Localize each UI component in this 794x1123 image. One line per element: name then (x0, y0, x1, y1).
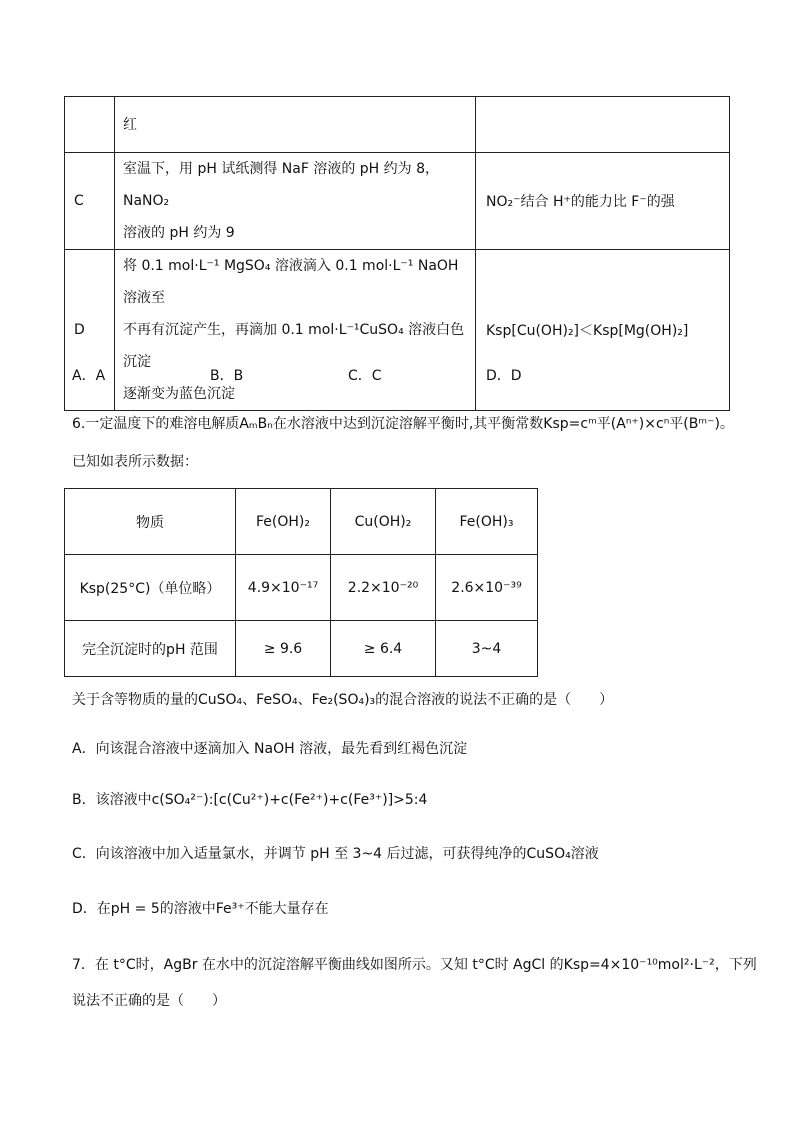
option-d[interactable]: D．D (486, 368, 522, 384)
desc-line: 不再有沉淀产生，再滴加 0.1 mol·L⁻¹CuSO₄ 溶液白色沉淀 (123, 322, 465, 370)
table-row (65, 97, 730, 153)
header-cell: Fe(OH)₂ (236, 489, 331, 555)
table-cell: Ksp(25°C)（单位略） (65, 555, 236, 621)
q6-option-b[interactable]: B．该溶液中c(SO₄²⁻):[c(Cu²⁺)+c(Fe²⁺)+c(Fe³⁺)]>5:4 (72, 792, 428, 808)
q6-stem-2: 已知如表所示数据： (72, 454, 198, 470)
row-conclusion: NO₂⁻结合 H⁺的能力比 F⁻的强 (476, 153, 730, 250)
table-row (65, 153, 730, 250)
desc-line: 室温下，用 pH 试纸测得 NaF 溶液的 pH 约为 8，NaNO₂ (123, 161, 439, 209)
q6-option-a[interactable]: A．向该混合溶液中逐滴加入 NaOH 溶液，最先看到红褐色沉淀 (72, 741, 468, 757)
q5-options (72, 365, 522, 385)
row-label: C (65, 153, 115, 250)
table-row (65, 555, 538, 621)
row-description (115, 153, 476, 250)
desc-line: 红 (123, 116, 137, 133)
table-row (65, 621, 538, 677)
q7-stem: 7．在 t°C时，AgBr 在水中的沉淀溶解平衡曲线如图所示。又知 t°C时 AgCl 的Ksp=4×10⁻¹⁰mol²·L⁻²，下列 (72, 957, 757, 973)
option-a[interactable]: A．A (72, 368, 106, 384)
row-description (115, 250, 476, 411)
table-cell: ≥ 9.6 (236, 621, 331, 677)
desc-line: 将 0.1 mol·L⁻¹ MgSO₄ 溶液滴入 0.1 mol·L⁻¹ NaOH 溶液至 (123, 258, 459, 306)
row-conclusion (476, 97, 730, 153)
row-conclusion: Ksp[Cu(OH)₂]＜Ksp[Mg(OH)₂] (476, 250, 730, 411)
desc-line: 逐渐变为蓝色沉淀 (123, 386, 235, 402)
table-cell: ≥ 6.4 (331, 621, 436, 677)
header-cell: Fe(OH)₃ (436, 489, 538, 555)
row-label: D (65, 250, 115, 411)
row-label (65, 97, 115, 153)
table-cell: 2.2×10⁻²⁰ (331, 555, 436, 621)
table-header-row (65, 489, 538, 555)
header-cell: 物质 (65, 489, 236, 555)
q6-option-d[interactable]: D．在pH = 5的溶液中Fe³⁺不能大量存在 (72, 901, 329, 917)
table-cell: 3~4 (436, 621, 538, 677)
option-c[interactable]: C．C (348, 368, 382, 384)
q6-option-c[interactable]: C．向该溶液中加入适量氯水，并调节 pH 至 3~4 后过滤，可获得纯净的CuSO₄溶液 (72, 846, 599, 862)
desc-line: 溶液的 pH 约为 9 (123, 225, 235, 241)
header-cell: Cu(OH)₂ (331, 489, 436, 555)
q6-data-table (64, 488, 538, 677)
table-row (65, 250, 730, 411)
q5-table (64, 96, 730, 411)
q7-stem-2: 说法不正确的是（ ） (72, 993, 226, 1009)
table-cell: 4.9×10⁻¹⁷ (236, 555, 331, 621)
row-description (115, 97, 476, 153)
table-cell: 2.6×10⁻³⁹ (436, 555, 538, 621)
q6-stem: 6.一定温度下的难溶电解质AₘBₙ在水溶液中达到沉淀溶解平衡时,其平衡常数Ksp=cᵐ平(Aⁿ⁺)×cⁿ平(Bᵐ⁻)。 (72, 416, 734, 432)
option-b[interactable]: B．B (210, 368, 244, 384)
table-cell: 完全沉淀时的pH 范围 (65, 621, 236, 677)
q6-question: 关于含等物质的量的CuSO₄、FeSO₄、Fe₂(SO₄)₃的混合溶液的说法不正确的是（ ） (72, 692, 614, 708)
